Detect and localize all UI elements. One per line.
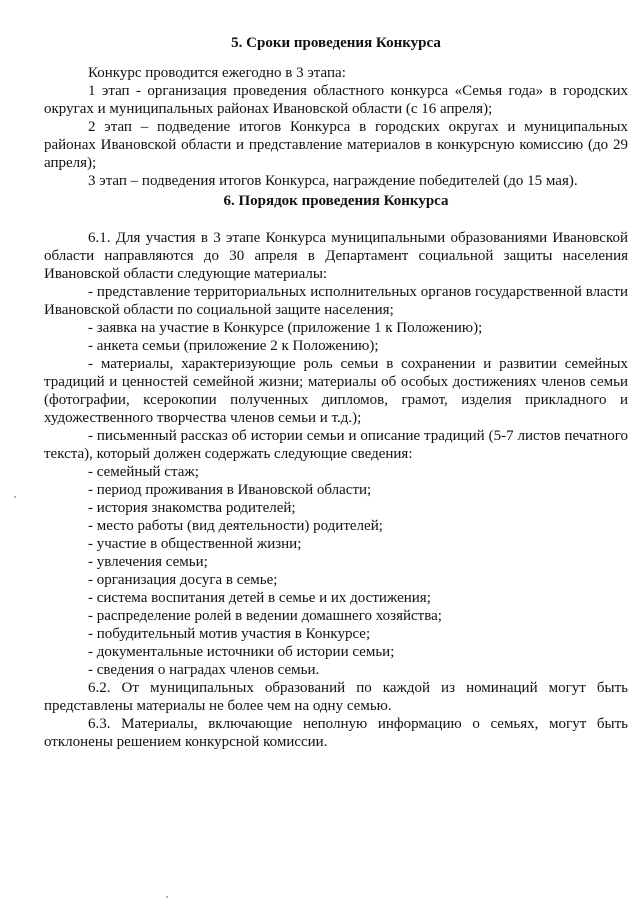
section-5-intro: Конкурс проводится ежегодно в 3 этапа: [88, 65, 346, 81]
stage-1-text: 1 этап - организация проведения областного конкурса «Семья года» в городских округах и муниципальных районах Ивановской области (с 16 апреля); [44, 83, 628, 117]
materials-item-traditions: - материалы, характеризующие роль семьи в сохранении и развитии семейных традиций и ценностей семейной жизни; материалы об особых достижениях членов семьи (фотографии, ксерокопии полученных дипломов, грамот, изделия прикладного и художественного творчества членов семьи и т.д.); [44, 356, 628, 426]
paragraph-6-2: 6.2. От муниципальных образований по каждой из номинаций могут быть представлены материалы не более чем на одну семью. [44, 680, 628, 714]
section-5-title: 5. Сроки проведения Конкурса [231, 35, 441, 51]
list-item: - место работы (вид деятельности) родителей; [88, 518, 383, 534]
stage-3-text: 3 этап – подведения итогов Конкурса, награждение победителей (до 15 мая). [88, 173, 578, 189]
materials-item-questionnaire: - анкета семьи (приложение 2 к Положению); [88, 338, 379, 354]
paragraph-6-3: 6.3. Материалы, включающие неполную информацию о семьях, могут быть отклонены решением конкурсной комиссии. [44, 716, 628, 750]
list-item: - организация досуга в семье; [88, 572, 278, 588]
list-item: - семейный стаж; [88, 464, 199, 480]
list-item: - период проживания в Ивановской области; [88, 482, 372, 498]
document-page [44, 34, 628, 751]
story-requirements-list [44, 463, 628, 679]
list-item: - увлечения семьи; [88, 554, 208, 570]
list-item: - сведения о наградах членов семьи. [88, 662, 320, 678]
stage-2-text: 2 этап – подведение итогов Конкурса в городских округах и муниципальных районах Ивановской области и представление материалов в конкурсную комиссию (до 29 апреля); [44, 119, 628, 171]
list-item: - история знакомства родителей; [88, 500, 296, 516]
paragraph-6-1: 6.1. Для участия в 3 этапе Конкурса муниципальными образованиями Ивановской области направляются до 30 апреля в Департамент социальной защиты населения Ивановской области следующие материалы: [44, 230, 628, 282]
list-item: - распределение ролей в ведении домашнего хозяйства; [88, 608, 442, 624]
scan-speck [14, 496, 16, 498]
section-6-title: 6. Порядок проведения Конкурса [223, 193, 449, 209]
list-item: - документальные источники об истории семьи; [88, 644, 395, 660]
materials-item-written-story: - письменный рассказ об истории семьи и описание традиций (5-7 листов печатного текста), который должен содержать следующие сведения: [44, 428, 628, 462]
scan-speck [166, 896, 168, 898]
list-item: - участие в общественной жизни; [88, 536, 302, 552]
materials-item-representation: - представление территориальных исполнительных органов государственной власти Ивановской области по социальной защите населения; [44, 284, 628, 318]
materials-item-application: - заявка на участие в Конкурсе (приложение 1 к Положению); [88, 320, 483, 336]
list-item: - система воспитания детей в семье и их достижения; [88, 590, 431, 606]
list-item: - побудительный мотив участия в Конкурсе; [88, 626, 371, 642]
